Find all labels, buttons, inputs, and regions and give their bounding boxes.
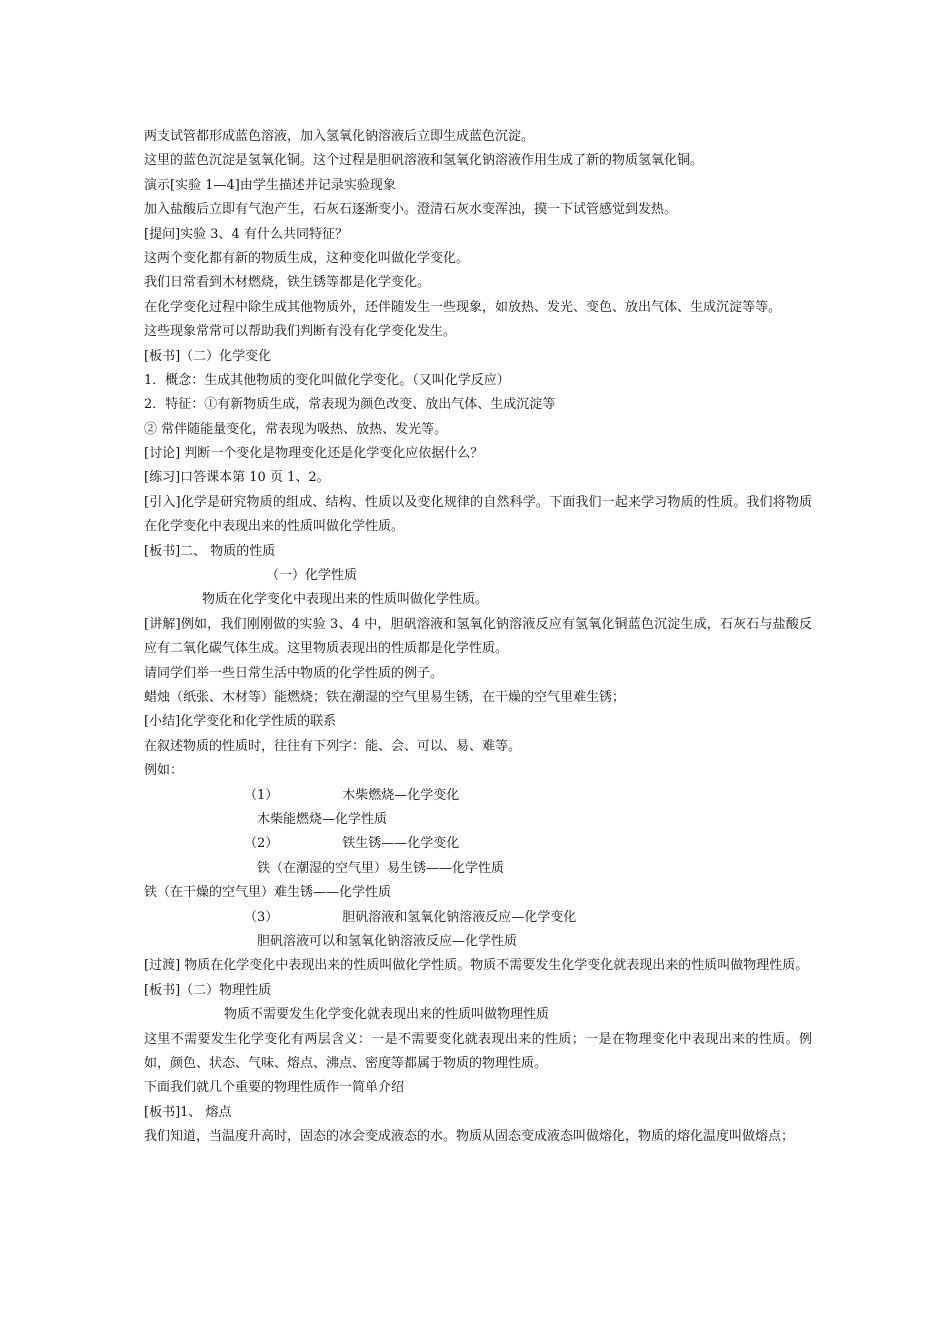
text-line: [提问]实验 3、4 有什么共同特征？	[144, 226, 348, 242]
board-heading: [板书]（二）物理性质	[144, 982, 272, 998]
text-line: 1．概念：生成其他物质的变化叫做化学变化。（又叫化学反应）	[144, 372, 510, 388]
text-line: 请同学们举一些日常生活中物质的化学性质的例子。	[144, 665, 444, 681]
text-line: 在叙述物质的性质时，往往有下列字：能、会、可以、易、难等。	[144, 738, 522, 754]
example-change: 木柴燃烧—化学变化	[342, 787, 460, 803]
text-line: 下面我们就几个重要的物理性质作一简单介绍	[144, 1080, 405, 1096]
text-line: [讨论] 判断一个变化是物理变化还是化学变化应依据什么？	[144, 446, 484, 462]
board-heading: [板书]二、 物质的性质	[144, 543, 276, 559]
text-line: ② 常伴随能量变化，常表现为吸热、放热、发光等。	[144, 421, 448, 437]
example-row	[144, 784, 812, 808]
text-line: 演示[实验 1—4]由学生描述并记录实验现象	[144, 177, 396, 193]
example-row	[144, 832, 812, 856]
explain-paragraph: [讲解]例如，我们刚刚做的实验 3、4 中，胆矾溶液和氢氧化钠溶液反应有氢氧化铜蓝色沉淀生成，石灰石与盐酸反应有二氧化碳气体生成。这里物质表现出的性质都是化学性质。	[144, 616, 812, 657]
example-number: （1）	[244, 787, 279, 803]
example-change: 胆矾溶液和氢氧化钠溶液反应—化学变化	[342, 909, 577, 925]
text-line: 蜡烛（纸张、木材等）能燃烧；铁在潮湿的空气里易生锈，在干燥的空气里难生锈；	[144, 690, 626, 706]
text-line: 两支试管都形成蓝色溶液，加入氢氧化钠溶液后立即生成蓝色沉淀。	[144, 129, 535, 144]
example-row	[144, 906, 812, 930]
definition-line: 物质在化学变化中表现出来的性质叫做化学性质。	[202, 592, 489, 608]
text-line: [练习]口答课本第 10 页 1、2。	[144, 470, 330, 486]
summary-heading: [小结]化学变化和化学性质的联系	[144, 714, 337, 730]
example-property: 铁（在干燥的空气里）难生锈——化学性质	[144, 885, 392, 901]
example-property: 胆矾溶液可以和氢氧化钠溶液反应—化学性质	[257, 933, 518, 949]
text-line: 2．特征：①有新物质生成，常表现为颜色改变、放出气体、生成沉淀等	[144, 397, 556, 413]
melt-paragraph: 我们知道，当温度升高时，固态的冰会变成液态的水。物质从固态变成液态叫做熔化，物质的熔化温度叫做熔点；	[144, 1129, 795, 1145]
text-line: 这两个变化都有新的物质生成，这种变化叫做化学变化。	[144, 250, 470, 266]
text-line: 例如：	[144, 763, 184, 779]
text-line: 这里的蓝色沉淀是氢氧化铜。这个过程是胆矾溶液和氢氧化钠溶液作用生成了新的物质氢氧化铜。	[144, 153, 704, 169]
meaning-paragraph: 这里不需要发生化学变化有两层含义：一是不需要变化就表现出来的性质；一是在物理变化中表现出来的性质。例如，颜色、状态、气味、熔点、沸点、密度等都属于物质的物理性质。	[144, 1031, 812, 1071]
section-heading: （一）化学性质	[266, 568, 358, 584]
text-line: 在化学变化过程中除生成其他物质外，还伴随发生一些现象，如放热、发光、变色、放出气体、生成沉淀等等。	[144, 299, 782, 315]
board-heading: [板书]（二）化学变化	[144, 348, 272, 364]
text-line: 我们日常看到木材燃烧，铁生锈等都是化学变化。	[144, 275, 431, 291]
example-number: （2）	[244, 836, 279, 852]
definition-line: 物质不需要发生化学变化就表现出来的性质叫做物理性质	[224, 1007, 550, 1023]
example-property: 铁（在潮湿的空气里）易生锈——化学性质	[257, 860, 505, 876]
document-body	[144, 125, 812, 1150]
transition-paragraph: [过渡] 物质在化学变化中表现出来的性质叫做化学性质。物质不需要发生化学变化就表现出来的性质叫做物理性质。	[144, 958, 809, 974]
board-heading: [板书]1、 熔点	[144, 1104, 232, 1120]
text-line: 加入盐酸后立即有气泡产生，石灰石逐渐变小。澄清石灰水变浑浊，摸一下试管感觉到发热。	[144, 202, 678, 218]
intro-paragraph: [引入]化学是研究物质的组成、结构、性质以及变化规律的自然科学。下面我们一起来学习物质的性质。我们将物质在化学变化中表现出来的性质叫做化学性质。	[144, 494, 812, 535]
example-property: 木柴能燃烧—化学性质	[257, 812, 388, 827]
example-change: 铁生锈——化学变化	[342, 836, 460, 852]
text-line: 这些现象常常可以帮助我们判断有没有化学变化发生。	[144, 324, 457, 340]
example-number: （3）	[244, 909, 279, 925]
